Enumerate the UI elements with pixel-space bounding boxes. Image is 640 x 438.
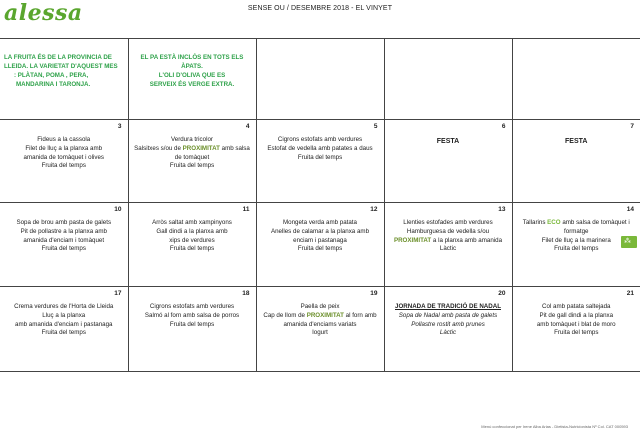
empty-cell (256, 39, 384, 120)
empty-cell (512, 39, 640, 120)
menu-dish: Verdura tricolor (171, 136, 213, 143)
menu-dish: Cigrons estofats amb verdures (277, 136, 363, 143)
day-cell (256, 203, 384, 287)
note-line: L'OLI D'OLIVA QUE ES (158, 72, 226, 79)
menu-dish: Fruita del temps (554, 245, 599, 253)
day-number: 4 (245, 123, 250, 130)
menu-dish: Filet de lluç a la marinera (541, 236, 611, 244)
page-title: SENSE OU / DESEMBRE 2018 - EL VINYET (247, 5, 393, 12)
menu-dish: Fruita del temps (169, 245, 215, 253)
week-row (0, 287, 640, 372)
menu-dish: Fruita del temps (41, 245, 86, 253)
menu-dish: enciam i pastanaga (293, 236, 347, 244)
day-number: 17 (114, 290, 122, 297)
day-number: 10 (114, 206, 122, 213)
menu-dish: Pollastre rostit amb prunes (411, 320, 485, 328)
menu-dish (387, 237, 510, 246)
day-cell (512, 287, 640, 372)
dish-text: a la planxa amb amanida (431, 236, 503, 244)
day-cell (0, 287, 128, 372)
note-line: LLEIDA. LA VARIETAT D'AQUEST MES (4, 63, 118, 70)
proximitat-tag: PROXIMITAT (182, 144, 220, 152)
menu-dish: Lluç a la planxa (42, 311, 86, 319)
menu-calendar (0, 38, 640, 372)
day-cell (128, 287, 256, 372)
menu-dish: Gall dindi a la planxa amb (156, 227, 228, 235)
day-cell (0, 120, 128, 203)
day-cell (384, 287, 512, 372)
day-cell (128, 120, 256, 203)
eco-leaf-glyph: ⁂ (624, 238, 631, 245)
day-number: 7 (630, 123, 634, 130)
day-cell (256, 287, 384, 372)
day-cell (384, 120, 512, 203)
day-number: 14 (626, 206, 634, 213)
day-number: 18 (242, 290, 250, 297)
special-day-title: JORNADA DE TRADICIÓ DE NADAL (395, 303, 501, 310)
note-line: LA FRUITA ÉS DE LA PROVINCIA DE (4, 54, 112, 61)
dish-text: amb salsa (219, 144, 250, 152)
menu-dish: Fruita del temps (297, 153, 343, 161)
menu-dish: Paella de peix (300, 303, 340, 310)
menu-dish: xips de verdures (169, 236, 215, 244)
menu-dish: Sopa de brou amb pasta de galets (16, 219, 112, 226)
proximitat-tag: PROXIMITAT (393, 236, 432, 244)
brand-logo: alessa (4, 0, 83, 26)
menu-dish: Pit de gall dindi a la planxa (539, 311, 614, 319)
day-number: 11 (242, 206, 250, 213)
menu-dish: Col amb patata saltejada (542, 303, 611, 310)
note-line: SERVEIX ÉS VERGE EXTRA. (149, 81, 235, 88)
menu-dish: Fideus a la cassola (37, 136, 91, 143)
dish-text: amb salsa de tomàquet i (560, 219, 630, 226)
eco-leaf-icon (621, 236, 637, 248)
menu-dish: Fruita del temps (169, 320, 215, 328)
day-number: 20 (498, 290, 506, 297)
menu-dish: Làctic (439, 245, 457, 253)
day-cell (128, 203, 256, 287)
menu-dish: Crema verdures de l'Horta de Lleida (14, 303, 114, 310)
menu-dish (515, 219, 639, 228)
menu-dish: Sopa de Nadal amb pasta de galets (398, 311, 498, 319)
fruit-note (4, 53, 124, 89)
empty-cell (384, 39, 512, 120)
menu-dish: formatge (564, 227, 589, 235)
menu-dish: amanida d'enciams variats (283, 320, 357, 328)
menu-dish: Llenties estofades amb verdures (403, 219, 493, 226)
menu-dish: Fruita del temps (41, 162, 86, 170)
day-number: 5 (373, 123, 378, 130)
notes-row (0, 39, 640, 120)
menu-dish: Fruita del temps (41, 329, 86, 337)
menu-dish: de tomàquet (174, 153, 210, 161)
menu-dish: Filet de lluç a la planxa amb (25, 144, 103, 152)
holiday-label: FESTA (565, 138, 588, 145)
day-number: 6 (501, 123, 506, 130)
day-cell (512, 120, 640, 203)
dish-text: al forn amb (343, 311, 377, 319)
dish-text: Salsitxes s/ou de (134, 144, 183, 152)
day-cell (512, 203, 640, 287)
bread-note-cell (128, 39, 256, 120)
day-cell (0, 203, 128, 287)
menu-dish: amanida de tomàquet i olives (23, 153, 104, 161)
proximitat-tag: PROXIMITAT (306, 311, 344, 319)
dish-text: Tallarins (522, 219, 548, 226)
dish-text: Cap de llom de (263, 311, 307, 319)
menu-dish: amb tomàquet i blat de moro (536, 320, 616, 328)
menu-dish: Anelles de calamar a la planxa amb (270, 227, 370, 235)
week-row (0, 120, 640, 203)
day-number: 12 (370, 206, 378, 213)
menu-dish: amanida d'enciam i tomàquet (23, 236, 105, 244)
note-line: EL PA ESTÀ INCLÒS EN TOTS ELS ÀPATS. (140, 54, 244, 70)
eco-tag: ECO (547, 219, 561, 226)
menu-dish: Fruita del temps (297, 245, 343, 253)
day-number: 13 (498, 206, 506, 213)
day-cell (384, 203, 512, 287)
menu-dish: Fruita del temps (554, 329, 599, 337)
fruit-note-cell (0, 39, 128, 120)
bread-note (133, 53, 252, 89)
day-number: 21 (626, 290, 634, 297)
menu-dish: Salmó al forn amb salsa de porros (144, 311, 240, 319)
day-cell (256, 120, 384, 203)
day-number: 3 (117, 123, 122, 130)
menu-dish: Iogurt (312, 329, 328, 337)
menu-dish: Làctic (439, 329, 457, 337)
menu-dish: Arròs saltat amb xampinyons (152, 219, 232, 226)
menu-dish: Cigrons estofats amb verdures (149, 303, 235, 310)
note-line: MANDARINA I TARONJA. (16, 81, 91, 88)
menu-dish: amb amanida d'enciam i pastanaga (15, 320, 113, 328)
menu-dish (131, 145, 254, 154)
footer-credit: Menú confeccionat per Irene Alba Arias - Dietista-Nutricionista Nº Col. CAT 000593 (481, 424, 628, 429)
week-row (0, 203, 640, 287)
day-number: 19 (370, 290, 378, 297)
menu-dish: Estofat de vedella amb patates a daus (267, 144, 373, 152)
menu-dish: Hamburguesa de vedella s/ou (406, 227, 490, 235)
note-line: : PLÀTAN, POMA , PERA, (14, 72, 89, 79)
menu-dish (259, 312, 382, 321)
menu-dish: Fruita del temps (169, 162, 215, 170)
holiday-label: FESTA (436, 138, 460, 145)
menu-dish: Pit de pollastre a la planxa amb (20, 227, 107, 235)
menu-dish: Mongeta verda amb patata (283, 219, 357, 226)
